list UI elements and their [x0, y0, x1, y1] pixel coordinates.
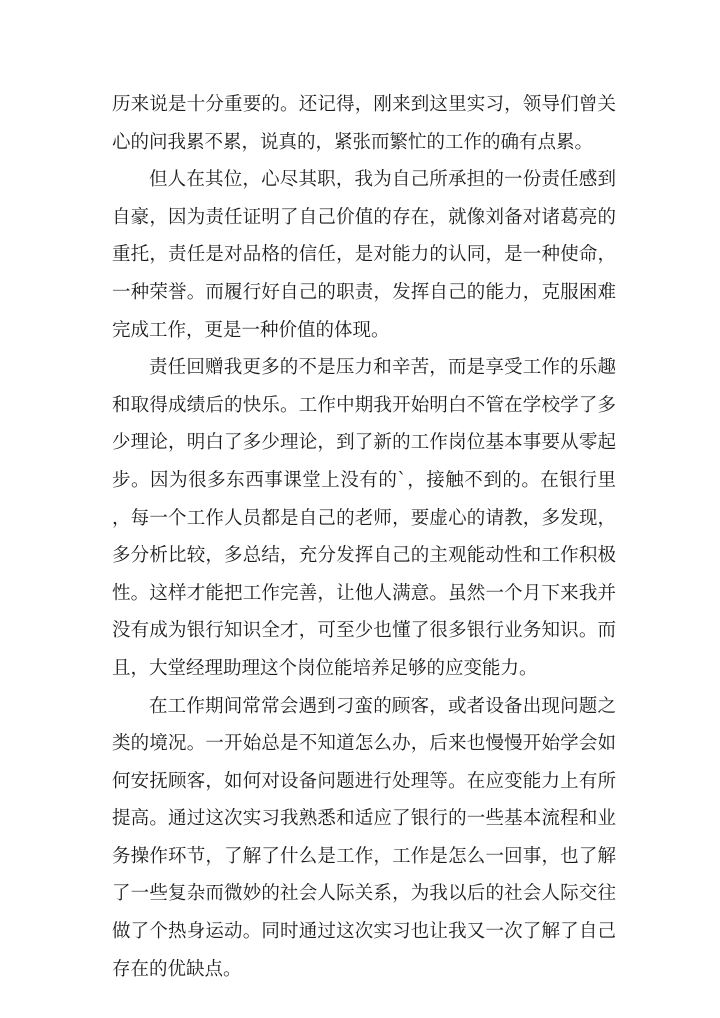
paragraph-2: 但人在其位，心尽其职，我为自己所承担的一份责任感到自豪，因为责任证明了自己价值的存在，就像刘备对诸葛亮的重托，责任是对品格的信任，是对能力的认同，是一种使命，一种荣誉。而履行好自己的职责，发挥自己的能力，克服困难完成工作，更是一种价值的体现。 — [112, 169, 616, 341]
paragraph-3: 责任回赠我更多的不是压力和辛苦，而是享受工作的乐趣和取得成绩后的快乐。工作中期我开始明白不管在学校学了多少理论，明白了多少理论，到了新的工作岗位基本事要从零起步。因为很多东西事课堂上没有的`，接触不到的。在银行里，每一个工作人员都是自己的老师，要虚心的请教，多发现，多分析比较，多总结，充分发挥自己的主观能动性和工作积极性。这样才能把工作完善，让他人满意。虽然一个月下来我并没有成为银行知识全才，可至少也懂了很多银行业务知识。而且，大堂经理助理这个岗位能培养足够的应变能力。 — [112, 357, 616, 679]
document-body — [112, 86, 616, 988]
paragraph-1: 历来说是十分重要的。还记得，刚来到这里实习，领导们曾关心的问我累不累，说真的，紧张而繁忙的工作的确有点累。 — [112, 94, 616, 153]
paragraph-4: 在工作期间常常会遇到刁蛮的顾客，或者设备出现问题之类的境况。一开始总是不知道怎么办，后来也慢慢开始学会如何安抚顾客，如何对设备问题进行处理等。在应变能力上有所提高。通过这次实习我熟悉和适应了银行的一些基本流程和业务操作环节，了解了什么是工作，工作是怎么一回事，也了解了一些复杂而微妙的社会人际关系，为我以后的社会人际交往做了个热身运动。同时通过这次实习也让我又一次了解了自己存在的优缺点。 — [112, 695, 616, 980]
